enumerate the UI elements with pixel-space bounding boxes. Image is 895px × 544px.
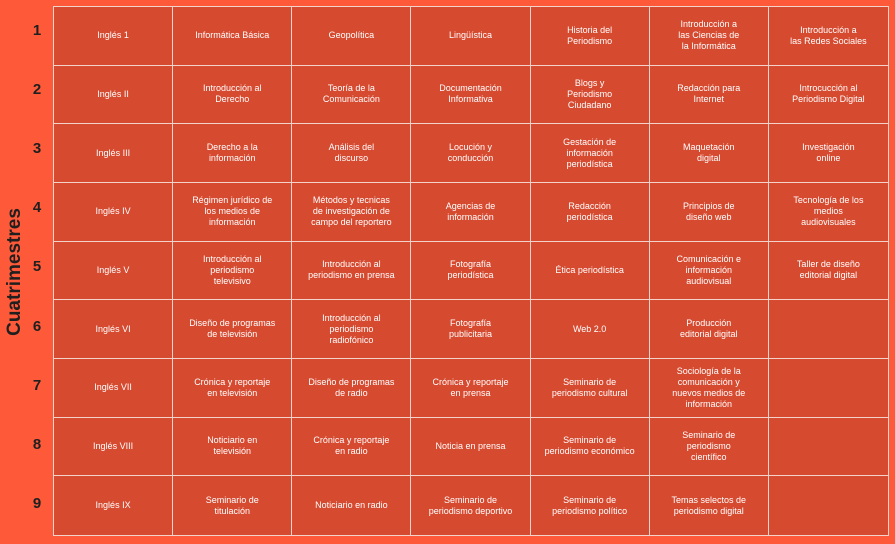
course-cell: Diseño de programas de radio <box>292 359 411 418</box>
course-cell: Inglés VI <box>54 300 173 359</box>
empty-cell <box>769 359 888 418</box>
course-cell: Seminario de periodismo científico <box>650 418 769 477</box>
course-cell: Introducción al periodismo radiofónico <box>292 300 411 359</box>
course-cell: Noticiario en televisión <box>173 418 292 477</box>
course-cell: Seminario de periodismo económico <box>531 418 650 477</box>
course-cell: Introducción al periodismo en prensa <box>292 242 411 301</box>
course-cell: Inglés 1 <box>54 7 173 66</box>
course-cell: Régimen jurídico de los medios de información <box>173 183 292 242</box>
course-cell: Geopolítica <box>292 7 411 66</box>
course-cell: Introcucción al Periodismo Digital <box>769 66 888 125</box>
course-cell: Métodos y tecnicas de investigación de campo del reportero <box>292 183 411 242</box>
course-cell: Inglés III <box>54 124 173 183</box>
course-cell: Historia del Periodismo <box>531 7 650 66</box>
course-cell: Sociología de la comunicación y nuevos medios de información <box>650 359 769 418</box>
empty-cell <box>769 476 888 535</box>
empty-cell <box>769 418 888 477</box>
course-cell: Locución y conducción <box>411 124 530 183</box>
cuatrimestres-label-text: Cuatrimestres <box>4 208 25 336</box>
course-cell: Crónica y reportaje en prensa <box>411 359 530 418</box>
course-cell: Fotografía periodística <box>411 242 530 301</box>
course-cell: Introducción a las Redes Sociales <box>769 7 888 66</box>
course-cell: Derecho a la información <box>173 124 292 183</box>
course-cell: Seminario de periodismo político <box>531 476 650 535</box>
course-cell: Crónica y reportaje en radio <box>292 418 411 477</box>
course-cell: Redacción periodística <box>531 183 650 242</box>
course-cell: Investigación online <box>769 124 888 183</box>
course-cell: Inglés VIII <box>54 418 173 477</box>
course-cell: Seminario de periodismo deportivo <box>411 476 530 535</box>
course-cell: Seminario de periodismo cultural <box>531 359 650 418</box>
course-cell: Diseño de programas de televisión <box>173 300 292 359</box>
course-cell: Teoría de la Comunicación <box>292 66 411 125</box>
course-cell: Web 2.0 <box>531 300 650 359</box>
course-cell: Noticiario en radio <box>292 476 411 535</box>
empty-cell <box>769 300 888 359</box>
course-cell: Inglés II <box>54 66 173 125</box>
curriculum-grid <box>53 6 889 536</box>
course-cell: Introducción a las Ciencias de la Informática <box>650 7 769 66</box>
course-cell: Taller de diseño editorial digital <box>769 242 888 301</box>
semester-number-column <box>28 6 46 538</box>
semester-number: 4 <box>32 199 42 217</box>
course-cell: Seminario de titulación <box>173 476 292 535</box>
semester-number: 2 <box>32 81 42 99</box>
course-cell: Gestación de información periodística <box>531 124 650 183</box>
course-cell: Temas selectos de periodismo digital <box>650 476 769 535</box>
course-cell: Introducción al periodismo televisivo <box>173 242 292 301</box>
semester-number: 9 <box>32 494 42 512</box>
course-cell: Noticia en prensa <box>411 418 530 477</box>
semester-number: 3 <box>32 140 42 158</box>
course-cell: Informática Básica <box>173 7 292 66</box>
course-cell: Principios de diseño web <box>650 183 769 242</box>
course-cell: Lingüística <box>411 7 530 66</box>
semester-number: 5 <box>32 258 42 276</box>
course-cell: Tecnología de los medios audiovisuales <box>769 183 888 242</box>
course-cell: Producción editorial digital <box>650 300 769 359</box>
course-cell: Inglés IV <box>54 183 173 242</box>
course-cell: Fotografía publicitaria <box>411 300 530 359</box>
course-cell: Redacción para Internet <box>650 66 769 125</box>
semester-number: 7 <box>32 376 42 394</box>
semester-number: 8 <box>32 435 42 453</box>
semester-number: 1 <box>32 22 42 39</box>
course-cell: Blogs y Periodismo Ciudadano <box>531 66 650 125</box>
course-cell: Inglés VII <box>54 359 173 418</box>
course-cell: Maquetación digital <box>650 124 769 183</box>
course-cell: Agencias de información <box>411 183 530 242</box>
course-cell: Inglés V <box>54 242 173 301</box>
cuatrimestres-axis-label <box>0 6 30 538</box>
course-cell: Crónica y reportaje en televisión <box>173 359 292 418</box>
course-cell: Análisis del discurso <box>292 124 411 183</box>
course-cell: Ética periodística <box>531 242 650 301</box>
course-cell: Inglés IX <box>54 476 173 535</box>
course-cell: Comunicación e información audiovisual <box>650 242 769 301</box>
semester-number: 6 <box>32 317 42 335</box>
course-cell: Documentación Informativa <box>411 66 530 125</box>
course-cell: Introducción al Derecho <box>173 66 292 125</box>
